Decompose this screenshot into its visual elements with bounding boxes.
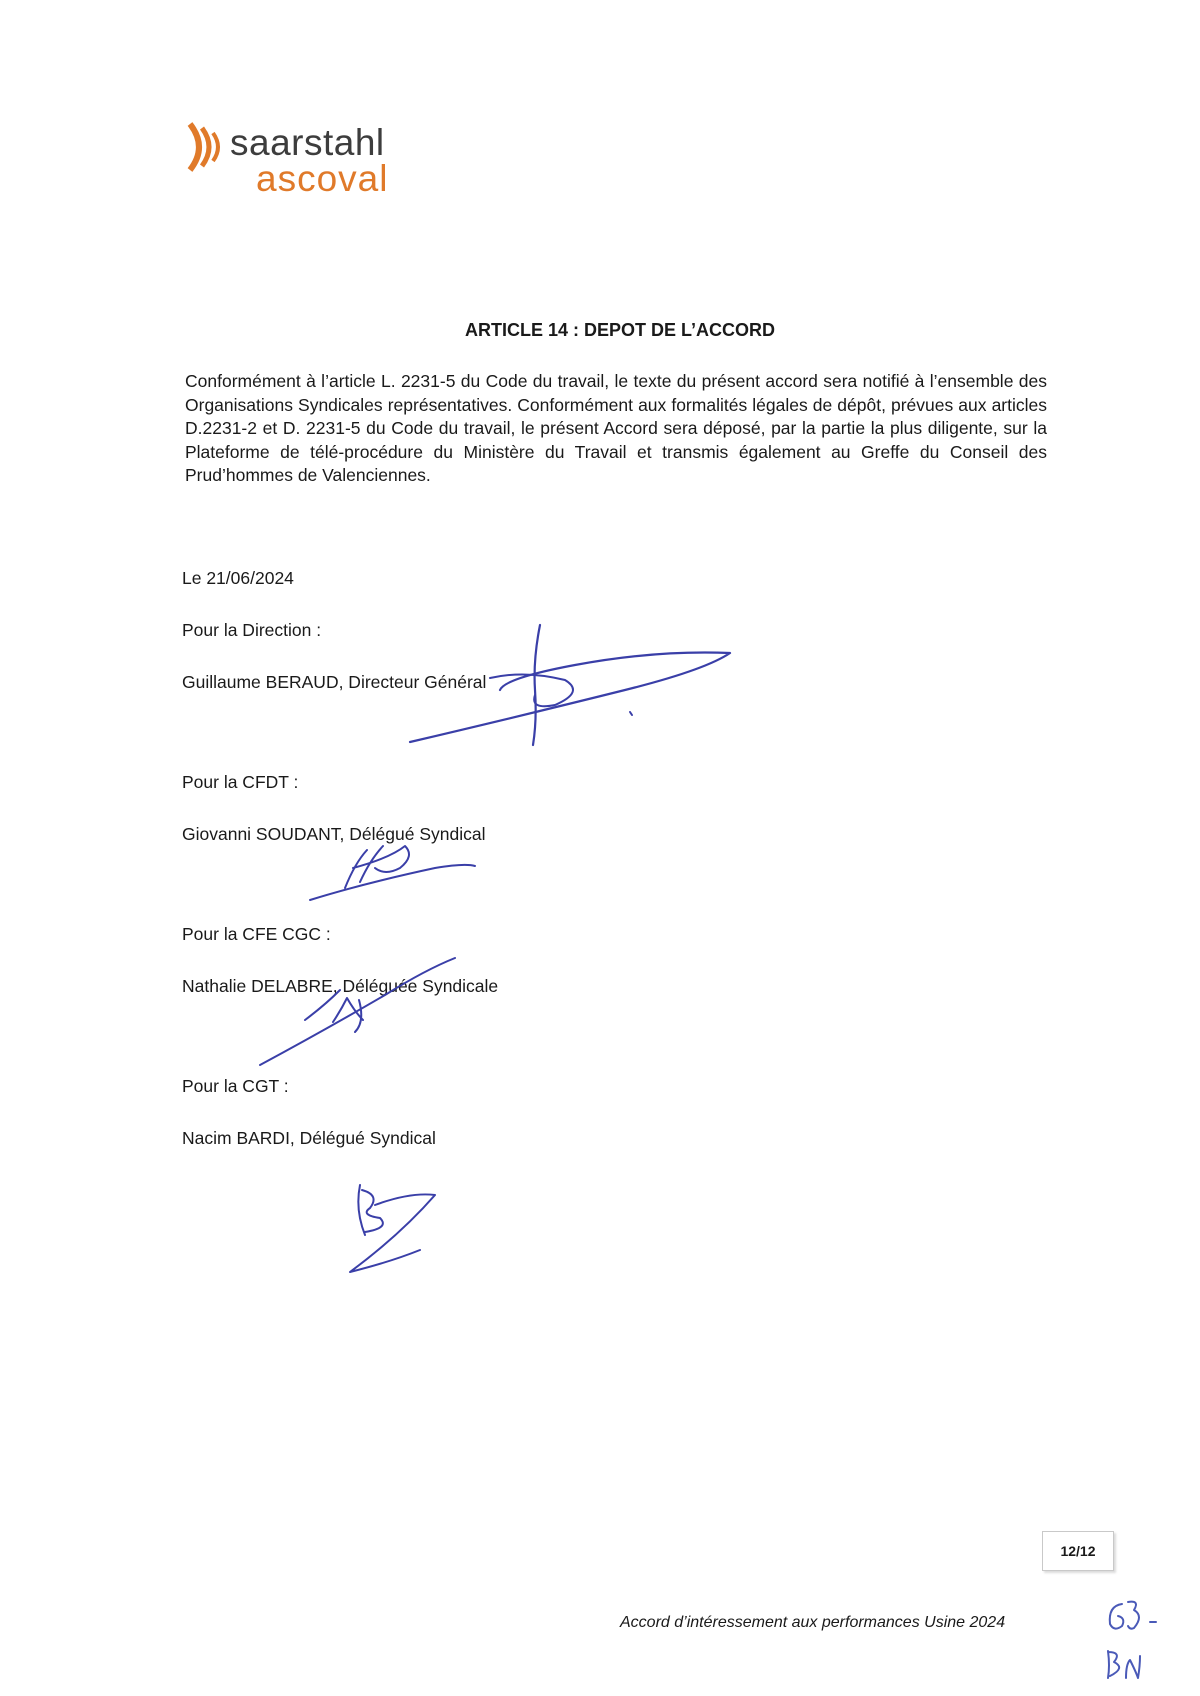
signatory-name-cgt: Nacim BARDI, Délégué Syndical [182,1128,436,1148]
signature-cfe-cgc [255,950,470,1070]
signature-direction [405,620,735,750]
signatory-name-cfdt: Giovanni SOUDANT, Délégué Syndical [182,824,486,844]
signatory-name-cfe-cgc: Nathalie DELABRE, Déléguée Syndicale [182,976,499,996]
page-number: 12/12 [1042,1531,1114,1571]
article-body: Conformément à l’article L. 2231-5 du Code du travail, le texte du présent accord sera notifié à l’ensemble des Organisations Syndicales représentatives. Conformément aux formalités légales de dépôt, prévues aux articles D.2231-2 et D. 2231-5 du Code du travail, le présent Accord sera déposé, par la partie la plus diligente, sur la Plateforme de télé-procédure du Ministère du Travail et transmis également au Greffe du Conseil des Prud’hommes de Valenciennes. [185,371,1047,485]
party-direction: Pour la Direction : [182,620,322,640]
footer-text: Accord d’intéressement aux performances Usine 2024 [620,1614,1006,1631]
logo-text-saarstahl: saarstahl [230,122,385,163]
signature-cgt [340,1180,450,1280]
party-cfe-cgc: Pour la CFE CGC : [182,924,331,944]
signature-cfdt [305,838,485,908]
article-title: ARTICLE 14 : DEPOT DE L’ACCORD [464,320,776,340]
handwritten-initials [1100,1596,1180,1686]
party-cgt: Pour la CGT : [182,1076,289,1096]
signatory-name-direction: Guillaume BERAUD, Directeur Général [182,672,487,692]
party-cfdt: Pour la CFDT : [182,772,299,792]
company-logo [186,116,406,206]
logo-text-ascoval: ascoval [256,158,389,199]
date-line: Le 21/06/2024 [182,568,294,588]
logo-chevron-icon [186,122,230,172]
